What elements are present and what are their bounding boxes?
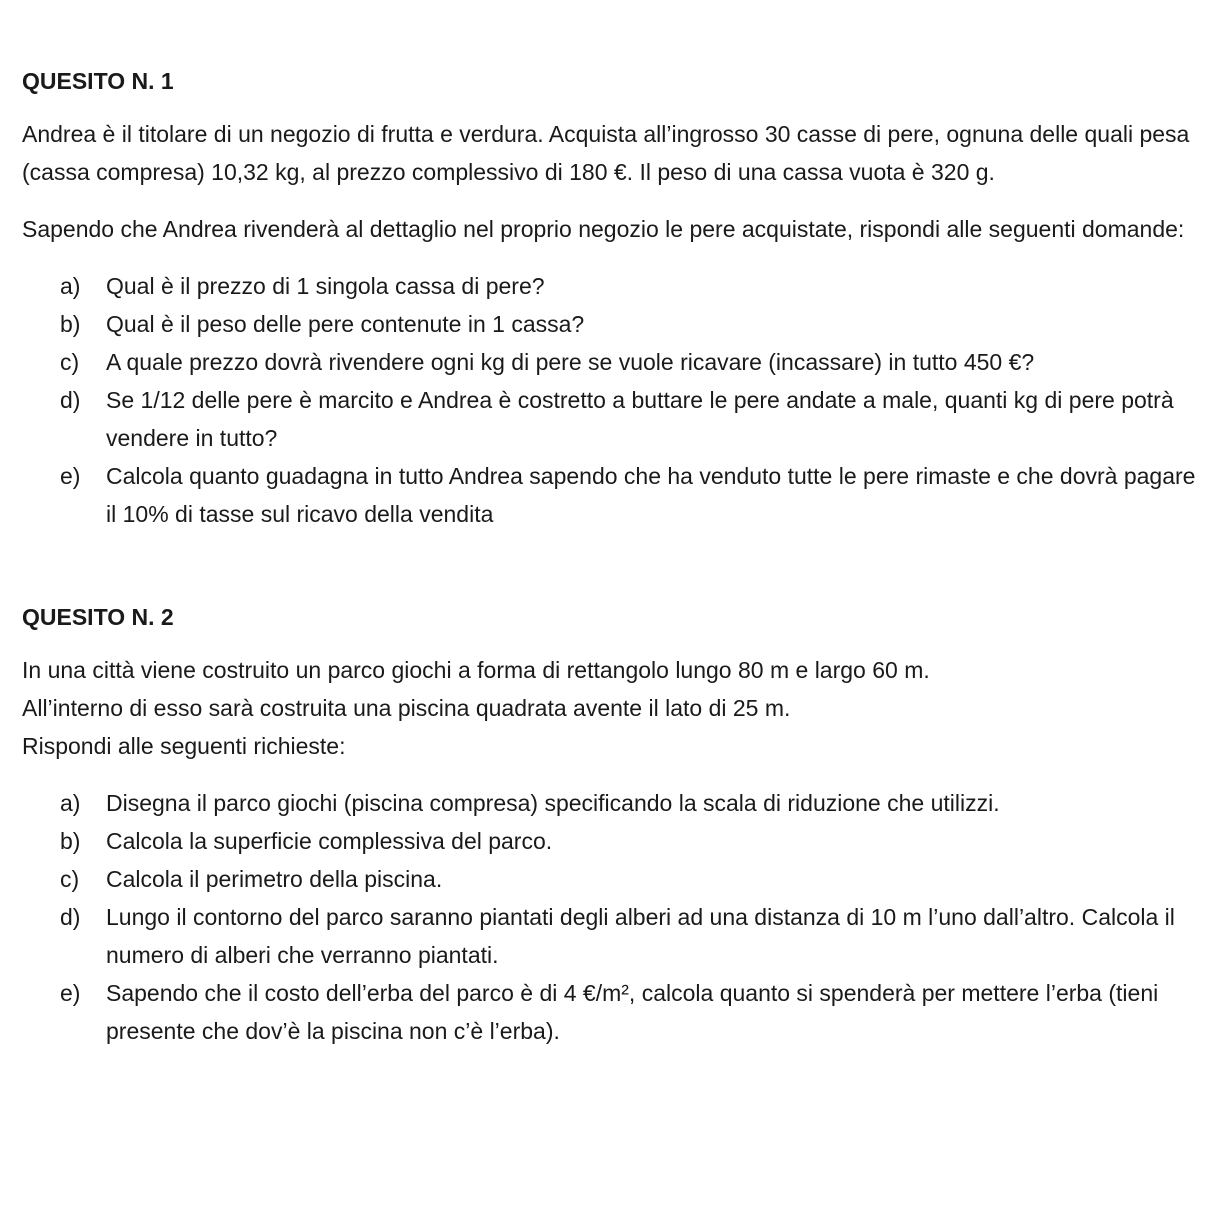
q1-item-e	[22, 457, 1212, 533]
q2-line-2: All’interno di esso sarà costruita una piscina quadrata avente il lato di 25 m.	[22, 695, 791, 721]
q2-item-d	[22, 898, 1212, 974]
q1-item-d	[22, 381, 1212, 457]
item-text: Lungo il contorno del parco saranno piantati degli alberi ad una distanza di 10 m l’uno dall’altro. Calcola il numero di alberi che verranno piantati.	[106, 904, 1175, 968]
q2-line-1: In una città viene costruito un parco giochi a forma di rettangolo lungo 80 m e largo 60 m.	[22, 657, 930, 683]
q2-question-list	[22, 784, 1212, 1050]
item-text: Sapendo che il costo dell’erba del parco è di 4 €/m², calcola quanto si spenderà per mettere l’erba (tieni presente che dov’è la piscina non c’è l’erba).	[106, 980, 1159, 1044]
item-letter: b)	[60, 311, 81, 337]
item-letter: d)	[60, 387, 81, 413]
q2-item-a	[22, 784, 1212, 822]
q1-item-b	[22, 305, 1212, 343]
item-letter: e)	[60, 980, 81, 1006]
item-text: Qual è il peso delle pere contenute in 1 cassa?	[106, 311, 585, 337]
item-letter: c)	[60, 349, 80, 375]
item-text: A quale prezzo dovrà rivendere ogni kg di pere se vuole ricavare (incassare) in tutto 450 €?	[106, 349, 1035, 375]
q1-item-a	[22, 267, 1212, 305]
item-text: Se 1/12 delle pere è marcito e Andrea è costretto a buttare le pere andate a male, quanti kg di pere potrà vendere in tutto?	[106, 387, 1174, 451]
q2-item-c	[22, 860, 1212, 898]
item-letter: b)	[60, 828, 81, 854]
q1-item-c	[22, 343, 1212, 381]
item-letter: a)	[60, 273, 81, 299]
item-letter: d)	[60, 904, 81, 930]
item-text: Disegna il parco giochi (piscina compresa) specificando la scala di riduzione che utilizzi.	[106, 790, 1000, 816]
item-text: Qual è il prezzo di 1 singola cassa di pere?	[106, 273, 545, 299]
q2-item-b	[22, 822, 1212, 860]
q1-prompt: Sapendo che Andrea rivenderà al dettaglio nel proprio negozio le pere acquistate, rispondi alle seguenti domande:	[22, 216, 1185, 242]
item-letter: e)	[60, 463, 81, 489]
item-letter: a)	[60, 790, 81, 816]
document-page	[22, 62, 1212, 1050]
item-text: Calcola quanto guadagna in tutto Andrea sapendo che ha venduto tutte le pere rimaste e che dovrà pagare il 10% di tasse sul ricavo della vendita	[106, 463, 1196, 527]
q2-heading: QUESITO N. 2	[22, 604, 174, 630]
item-text: Calcola la superficie complessiva del parco.	[106, 828, 553, 854]
q1-heading: QUESITO N. 1	[22, 68, 174, 94]
q2-item-e	[22, 974, 1212, 1050]
q1-intro: Andrea è il titolare di un negozio di frutta e verdura. Acquista all’ingrosso 30 casse di pere, ognuna delle quali pesa (cassa compresa) 10,32 kg, al prezzo complessivo di 180 €. Il peso di una cassa vuota è 320 g.	[22, 121, 1190, 185]
item-text: Calcola il perimetro della piscina.	[106, 866, 443, 892]
item-letter: c)	[60, 866, 80, 892]
q2-line-3: Rispondi alle seguenti richieste:	[22, 733, 346, 759]
q1-question-list	[22, 267, 1212, 533]
